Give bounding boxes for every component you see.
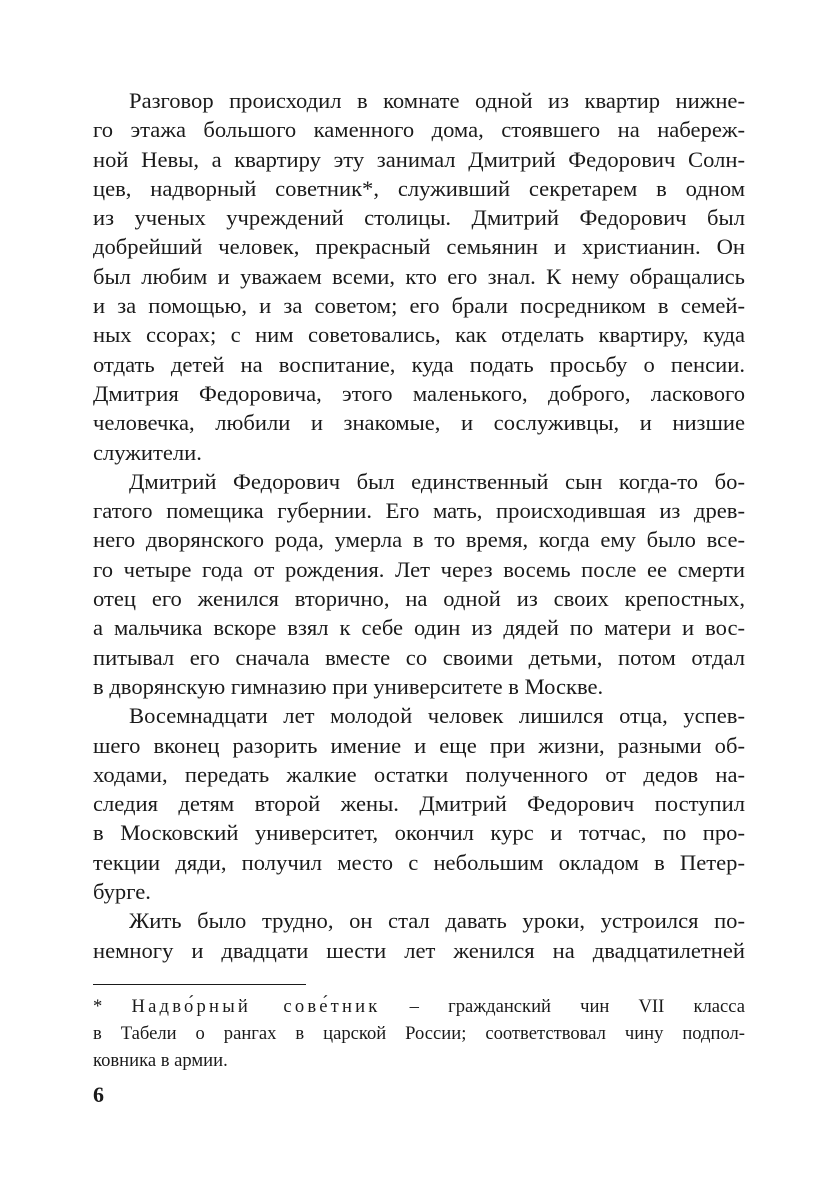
text-line: служители.	[93, 439, 202, 465]
main-text	[93, 86, 745, 965]
text-line: Дмитрий Федорович был единственный сын когда-то бо-	[129, 468, 745, 494]
text-line: отец его женился вторично, на одной из своих крепостных,	[93, 586, 745, 612]
footnote-line	[93, 993, 745, 1020]
text-line: го четыре года от рождения. Лет через восемь после ее смерти	[93, 556, 745, 582]
text-line: Разговор происходил в комнате одной из квартир нижне-	[129, 88, 745, 113]
text-line: из ученых учреждений столицы. Дмитрий Федорович был	[93, 205, 745, 231]
footnote-line: ковника в армии.	[93, 1050, 228, 1071]
text-line: гатого помещика губернии. Его мать, происходившая из древ-	[93, 498, 745, 524]
text-line: ной Невы, а квартиру эту занимал Дмитрий Федорович Солн-	[93, 146, 745, 172]
text-line: человечка, любили и знакомые, и сослуживцы, и низшие	[93, 410, 745, 436]
text-line: шего вконец разорить имение и еще при жизни, разными об-	[93, 732, 745, 758]
text-line: немногу и двадцати шести лет женился на двадцатилетней	[93, 937, 745, 963]
footnote	[93, 993, 745, 1074]
text-line: ходами, передать жалкие остатки полученного от дедов на-	[93, 761, 745, 787]
text-line: и за помощью, и за советом; его брали посредником в семей-	[93, 293, 745, 319]
text-line: питывал его сначала вместе со своими детьми, потом отдал	[93, 644, 745, 670]
text-line: а мальчика вскоре взял к себе один из дядей по матери и вос-	[93, 615, 745, 641]
text-line: отдать детей на воспитание, куда подать просьбу о пенсии.	[93, 351, 745, 377]
text-line: текции дяди, получил место с небольшим окладом в Петер-	[93, 849, 745, 875]
page-number: 6	[93, 1082, 104, 1107]
text-line: добрейший человек, прекрасный семьянин и христианин. Он	[93, 234, 745, 260]
footnote-divider	[93, 984, 306, 985]
text-line: него дворянского рода, умерла в то время, когда ему было все-	[93, 527, 745, 553]
text-line: в дворянскую гимназию при университете в Москве.	[93, 673, 604, 699]
text-line: ных ссорах; с ним советовались, как отделать квартиру, куда	[93, 322, 745, 348]
text-line: Дмитрия Федоровича, этого маленького, доброго, ласкового	[93, 380, 745, 406]
text-line: следия детям второй жены. Дмитрий Федорович поступил	[93, 791, 745, 817]
text-line: в Московский университет, окончил курс и тотчас, по про-	[93, 820, 745, 846]
text-line: бурге.	[93, 879, 151, 905]
footnote-marker: *	[93, 996, 103, 1017]
text-line: цев, надворный советник*, служивший секретарем в одном	[93, 175, 745, 201]
footnote-term: Надво́рный сове́тник	[131, 996, 381, 1017]
text-line: был любим и уважаем всеми, кто его знал. К нему обращались	[93, 263, 745, 289]
footnote-definition: – гражданский чин VII класса	[380, 996, 746, 1017]
text-line: го этажа большого каменного дома, стоявшего на набереж-	[93, 117, 745, 143]
footnote-line: в Табели о рангах в царской России; соответствовал чину подпол-	[93, 1023, 745, 1044]
text-line: Восемнадцати лет молодой человек лишился отца, успев-	[129, 703, 745, 729]
text-line: Жить было трудно, он стал давать уроки, устроился по-	[129, 908, 745, 934]
